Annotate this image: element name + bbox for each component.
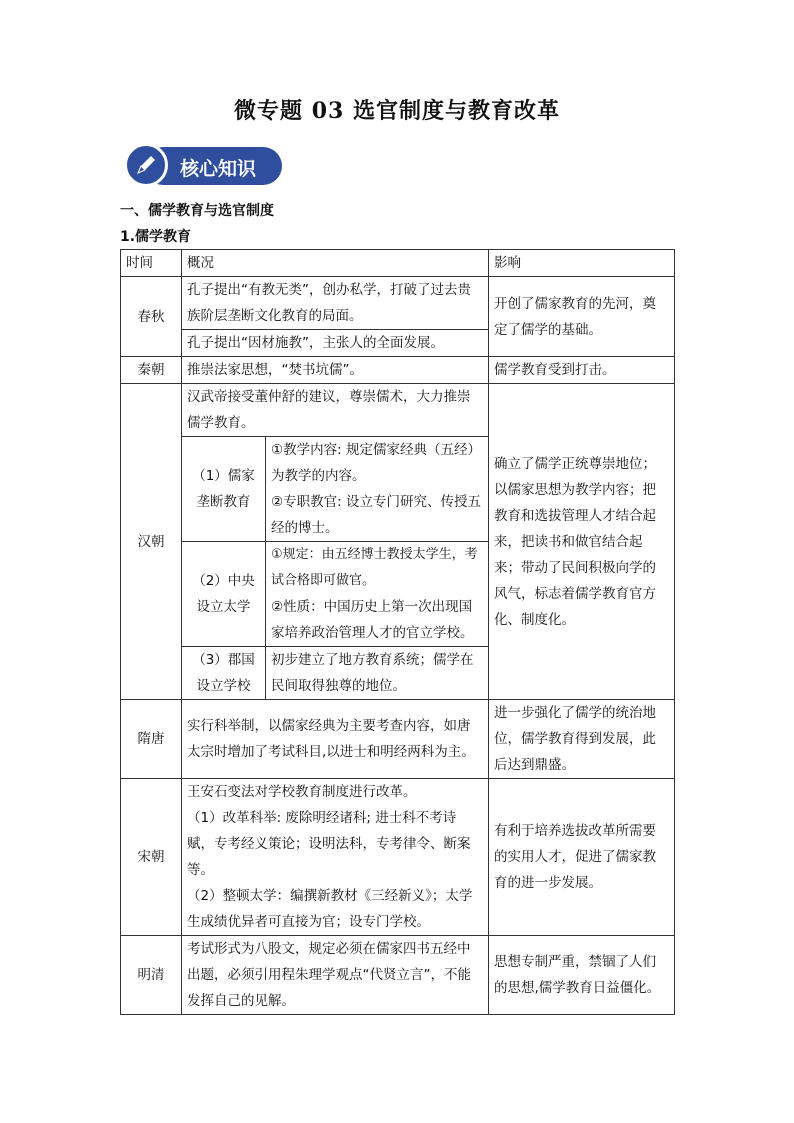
header-time: 时间	[121, 250, 182, 277]
content-line: ②专职教官: 设立专门研究、传授五经的博士。	[271, 494, 481, 536]
time-cell: 汉朝	[121, 384, 182, 700]
time-cell: 秦朝	[121, 357, 182, 384]
overview-cell: 推崇法家思想，“焚书坑儒”。	[182, 357, 489, 384]
overview-cell: 汉武帝接受董仲舒的建议，尊崇儒术，大力推崇儒学教育。	[182, 384, 489, 437]
sub-item-name: （3）郡国设立学校	[182, 647, 266, 700]
overview-cell: 孔子提出“有教无类”，创办私学，打破了过去贵族阶层垄断文化教育的局面。	[182, 277, 489, 330]
page-title: 微专题 03 选官制度与教育改革	[234, 98, 560, 124]
overview-cell: 实行科举制，以儒家经典为主要考查内容，如唐太宗时增加了考试科目,以进士和明经两科为主。	[182, 700, 489, 779]
overview-cell	[182, 779, 489, 936]
header-impact: 影响	[489, 250, 675, 277]
sub-item-name: （1）儒家垄断教育	[182, 437, 266, 542]
sub-item-content: 初步建立了地方教育系统；儒学在民间取得独尊的地位。	[266, 647, 489, 700]
sub-item-content	[266, 542, 489, 647]
impact-cell: 有利于培养选拔改革所需要的实用人才，促进了儒家教育的进一步发展。	[489, 779, 675, 936]
pencil-icon	[124, 143, 168, 187]
impact-cell: 儒学教育受到打击。	[489, 357, 675, 384]
sub-item-name: （2）中央设立太学	[182, 542, 266, 647]
overview-cell: 考试形式为八股文，规定必须在儒家四书五经中出题，必须引用程朱理学观点“代贤立言”，不能发挥自己的见解。	[182, 936, 489, 1015]
subsection-heading: 1.儒学教育	[120, 229, 192, 245]
sub-item-content	[266, 437, 489, 542]
header-overview: 概况	[182, 250, 489, 277]
impact-cell: 确立了儒学正统尊崇地位；以儒家思想为教学内容；把教育和选拔管理人才结合起来，把读书和做官结合起来；带动了民间积极向学的风气，标志着儒学教育官方化、制度化。	[489, 384, 675, 700]
impact-cell: 思想专制严重，禁锢了人们的思想,儒学教育日益僵化。	[489, 936, 675, 1015]
time-cell: 春秋	[121, 277, 182, 357]
table-row	[121, 384, 675, 437]
impact-cell: 进一步强化了儒学的统治地位，儒学教育得到发展，此后达到鼎盛。	[489, 700, 675, 779]
badge-label: 核心知识	[180, 158, 257, 180]
table-row	[121, 936, 675, 1015]
content-line: ②性质：中国历史上第一次出现国家培养政治管理人才的官立学校。	[271, 599, 474, 641]
content-line: （1）改革科举: 废除明经诸科; 进士科不考诗赋，专考经义策论；设明法科，专考律令、断案等。	[187, 810, 471, 878]
table-header-row	[121, 250, 675, 277]
content-line: ①教学内容: 规定儒家经典（五经）为教学的内容。	[271, 442, 481, 484]
table-row	[121, 779, 675, 936]
content-line: （2）整顿太学：编撰新教材《三经新义》；太学生成绩优异者可直接为官；设专门学校。	[187, 888, 473, 930]
section-badge	[124, 143, 282, 187]
impact-cell: 开创了儒家教育的先河，奠定了儒学的基础。	[489, 277, 675, 357]
table-row	[121, 700, 675, 779]
time-cell: 隋唐	[121, 700, 182, 779]
content-line: ①规定：由五经博士教授太学生，考试合格即可做官。	[271, 547, 478, 588]
education-table	[120, 249, 675, 1015]
content-line: 王安石变法对学校教育制度进行改革。	[187, 784, 417, 800]
overview-cell: 孔子提出“因材施教”，主张人的全面发展。	[182, 330, 489, 357]
section-heading: 一、儒学教育与选官制度	[120, 203, 274, 219]
table-row	[121, 277, 675, 330]
time-cell: 宋朝	[121, 779, 182, 936]
time-cell: 明清	[121, 936, 182, 1015]
table-row	[121, 357, 675, 384]
